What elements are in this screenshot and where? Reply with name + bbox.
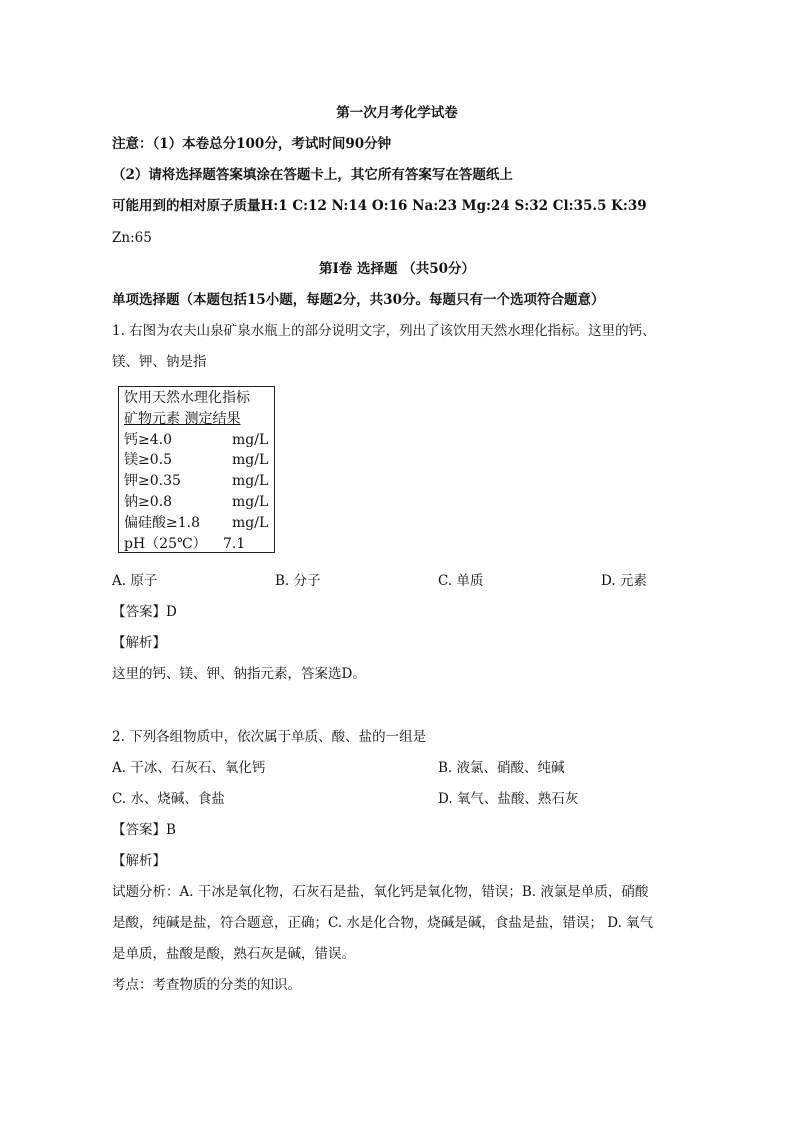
label-row-ph	[124, 534, 274, 555]
q1-text-line-1: 1. 右图为农夫山泉矿泉水瓶上的部分说明文字，列出了该饮用天然水理化指标。这里的钙、	[112, 323, 656, 339]
q1-analysis-label: 【解析】	[112, 635, 166, 651]
q1-option-a: A. 原子	[112, 573, 158, 589]
q2-option-c: C. 水、烧碱、食盐	[112, 791, 225, 807]
label-row-magnesium	[124, 450, 274, 471]
label-header-1: 饮用天然水理化指标	[124, 390, 250, 406]
label-row-unit: mg/L	[232, 452, 269, 469]
label-row-unit: mg/L	[232, 431, 269, 448]
ph-label: pH（25℃）	[124, 535, 207, 552]
label-header-2: 矿物元素 测定结果	[124, 410, 241, 427]
q2-analysis-line-1: 试题分析：A. 干冰是氧化物，石灰石是盐，氧化钙是氧化物，错误；B. 液氯是单质，硝酸	[112, 884, 649, 900]
label-row-item: 钾≥0.35	[124, 473, 181, 490]
q1-option-b: B. 分子	[275, 573, 321, 589]
note-1: 注意：（1）本卷总分100分，考试时间90分钟	[112, 136, 392, 152]
label-row-calcium	[124, 430, 274, 451]
q1-option-c: C. 单质	[438, 573, 484, 589]
q2-option-b: B. 液氯、硝酸、纯碱	[438, 760, 565, 776]
section-instructions: 单项选择题（本题包括15小题，每题2分，共30分。每题只有一个选项符合题意）	[112, 292, 605, 308]
q1-answer: 【答案】D	[112, 604, 177, 620]
label-row-item: 偏硅酸≥1.8	[124, 514, 200, 531]
label-row-unit: mg/L	[232, 514, 269, 531]
q2-option-a: A. 干冰、石灰石、氧化钙	[112, 760, 266, 776]
label-row-sodium	[124, 492, 274, 513]
label-row-item: 钙≥4.0	[124, 431, 172, 448]
q2-analysis-line-3: 是单质，盐酸是酸，熟石灰是碱，错误。	[112, 946, 355, 962]
mineral-water-label-table	[118, 386, 275, 553]
q1-option-d: D. 元素	[601, 573, 647, 589]
atomic-masses-line-1: 可能用到的相对原子质量H:1 C:12 N:14 O:16 Na:23 Mg:24 S:32 Cl:35.5 K:39	[112, 198, 647, 214]
label-row-potassium	[124, 471, 274, 492]
label-row-unit: mg/L	[232, 473, 269, 490]
q2-text: 2. 下列各组物质中，依次属于单质、酸、盐的一组是	[112, 729, 427, 745]
q1-text-line-2: 镁、钾、钠是指	[112, 354, 207, 370]
q2-knowledge-point: 考点：考查物质的分类的知识。	[112, 977, 301, 993]
label-row-unit: mg/L	[232, 493, 269, 510]
section-title: 第Ⅰ卷 选择题 （共50分）	[318, 261, 475, 277]
label-row-metasilicic-acid	[124, 513, 274, 534]
label-row-item: 钠≥0.8	[124, 493, 172, 510]
note-2: （2）请将选择题答案填涂在答题卡上，其它所有答案写在答题纸上	[112, 167, 513, 183]
atomic-masses-line-2: Zn:65	[112, 230, 152, 246]
q2-option-d: D. 氧气、盐酸、熟石灰	[438, 791, 579, 807]
ph-value: 7.1	[223, 535, 246, 552]
exam-title: 第一次月考化学试卷	[336, 105, 458, 121]
q1-analysis: 这里的钙、镁、钾、钠指元素，答案选D。	[112, 666, 366, 682]
q2-analysis-label: 【解析】	[112, 853, 166, 869]
q2-analysis-line-2: 是酸，纯碱是盐，符合题意，正确；C. 水是化合物，烧碱是碱，食盐是盐，错误； D. 氧气	[112, 915, 654, 931]
label-row-item: 镁≥0.5	[124, 452, 172, 469]
q2-answer: 【答案】B	[112, 822, 176, 838]
